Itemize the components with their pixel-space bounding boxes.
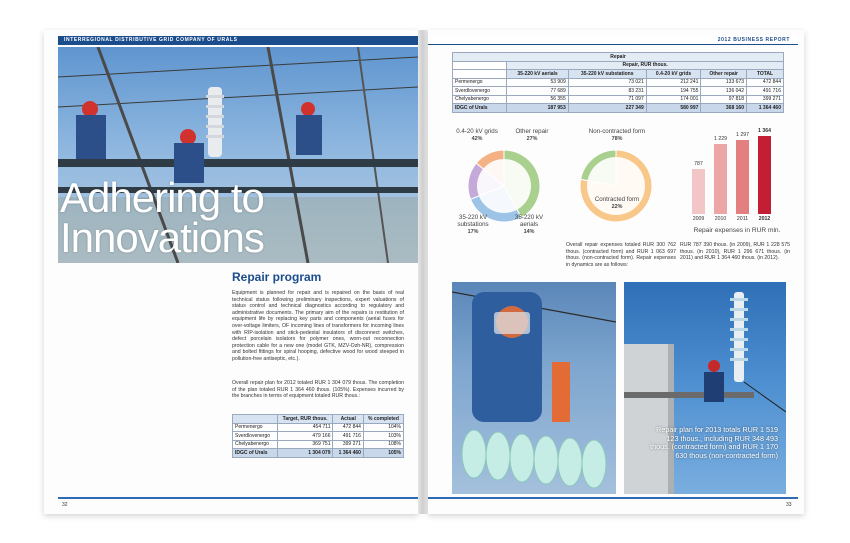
table-cell: 103% [363,432,403,441]
photo-pole-illustration [624,282,786,494]
photo-worker-illustration [452,282,616,494]
table-title-row [453,53,784,62]
hero-title-line1: Adhering to [60,174,264,221]
page-number-left: 32 [62,502,68,508]
table-header: Target, RUR thous. [277,415,333,424]
table-cell: Sverdlovenergo [233,432,278,441]
table-header-row [453,70,784,79]
table-cell: 369 751 [277,440,333,449]
table-cell: 368 160 [701,104,747,113]
table-cell: 104% [363,423,403,432]
hero-title [60,174,264,261]
table-cell: 1 364 460 [746,104,783,113]
table-cell: Chelyabenergo [233,440,278,449]
pie1-label-other-name: Other repair [515,128,549,135]
body-paragraph-1: Equipment is planned for repair and is repaired on the basis of real technical status following preliminary inspections, expert valuations of status control and technical diagnostics according to regulatory and administrative documents. The primary aim of the repairs is restitution of equipment life by replacing key parts and components (aerial fuses for over-voltage limiters, OF incoming lines of transformers for incoming lines with RIP-isolation and stick-pedestal insulators of disconnect switches, defect porcelain isolators for polymer ones, worn-out reconnection protection cable for a new one (model GTK, MZV-Ozh-NR), compression and bolted fittings for spiral hooping, defective wood for wood steeped in pollution-free antiseptic, etc.). [232,290,404,362]
bar-category-label: 2011 [736,216,749,222]
table-header: 0.4-20 kV grids [646,70,701,79]
table-header: 35-220 kV substations [568,70,646,79]
table-cell: 472 844 [746,78,783,87]
table-header: 35-220 kV aerials [507,70,568,79]
table-cell: 491 716 [333,432,363,441]
table-cell: 194 755 [646,87,701,96]
table-subtitle-row [453,61,784,70]
pie-chart-repair-form [576,146,656,226]
table-cell: 136 042 [701,87,747,96]
pie2-label-noncontracted-pct: 78% [611,136,623,142]
pie2-label-contracted-pct: 22% [611,204,623,210]
pie1-label-substations-pct: 17% [467,229,479,235]
bar-chart-caption: Repair expenses in RUR mln. [693,227,781,234]
table-cell: IDGC of Urals [453,104,507,113]
table-cell: Sverdlovenergo [453,87,507,96]
bar-value-label: 1 297 [736,131,749,138]
table-cell: 212 241 [646,78,701,87]
photo-worker-pole [624,282,786,494]
table-cell: 454 711 [277,423,333,432]
table-cell: 472 844 [333,423,363,432]
bar-value-label: 1 364 [758,128,771,135]
table-cell: 1 364 460 [333,449,363,458]
pie1-label-substations [450,214,496,236]
table-cell: 399 271 [333,440,363,449]
hero-title-line2: Innovations [60,214,264,261]
table-cell: Permenergo [233,423,278,432]
table-cell: 83 231 [568,87,646,96]
table-cell: 479 166 [277,432,333,441]
table-cell: 56 355 [507,95,568,104]
table-cell: 174 001 [646,95,701,104]
book-spine [418,30,428,514]
pie1-label-substations-name: 35-220 kV substations [457,214,489,228]
header-company-name: INTERREGIONAL DISTRIBUTIVE GRID COMPANY OF URALS [64,37,238,43]
table-row [453,87,784,96]
table-subtitle: Repair, RUR thous. [507,61,784,70]
table-header: Actual [333,415,363,424]
table-header: % completed [363,415,403,424]
table-row [233,423,404,432]
bar-2009 [692,169,705,214]
table-total-row [233,449,404,458]
page-number-right: 33 [786,502,792,508]
header-report-title: 2012 BUSINESS REPORT [717,37,790,43]
pie1-label-other-pct: 27% [526,136,538,142]
header-bar-left [58,36,418,45]
pie1-label-grids-pct: 42% [471,136,483,142]
table-header-row [233,415,404,424]
table-row [453,78,784,87]
table-cell: 71 097 [568,95,646,104]
pie-center-hole [477,159,531,213]
table-cell: 77 689 [507,87,568,96]
repair-plan-table [232,414,404,458]
repair-breakdown-table [452,52,784,113]
bar-chart-repair-expenses [682,128,792,232]
pie2-label-noncontracted-name: Non-contracted form [588,128,646,135]
pie1-label-grids-name: 0.4-20 kV grids [456,128,498,135]
bar-2012 [758,136,771,214]
bar-category-label: 2009 [692,216,705,222]
body-paragraph-2: Overall repair plan for 2012 totaled RUR 1 304 079 thous. The completion of the plan totaled RUR 1 364 460 thous. (105%). Expenses incurred by the branches in terms of equipment totaled RUR thous.: [232,380,404,400]
table-cell: 133 673 [701,78,747,87]
table-cell: 399 271 [746,95,783,104]
bar-category-label: 2010 [714,216,727,222]
pie1-label-grids [452,128,502,143]
photo-caption-repair-plan-2013: Repair plan for 2013 totals RUR 1 519 123 thous., including RUR 348 493 thous. (contracted form) and RUR 1 170 630 thous (non-contracted form) [650,425,778,460]
bar-2010 [714,144,727,214]
header-bar-right [428,36,798,45]
table-title: Repair [453,53,784,62]
table-row [453,95,784,104]
table-cell: 1 304 079 [277,449,333,458]
pie1-label-aerials [508,214,550,236]
section-title-repair-program: Repair program [232,270,322,284]
bar-2011 [736,140,749,214]
table-row [233,440,404,449]
table-cell: 580 997 [646,104,701,113]
pie1-label-aerials-pct: 14% [523,229,535,235]
table-header: Other repair [701,70,747,79]
table-cell: 227 349 [568,104,646,113]
table-total-row [453,104,784,113]
bar-category-label: 2012 [758,216,771,222]
pie1-label-other [510,128,554,143]
photo-worker-insulators [452,282,616,494]
table-header: TOTAL [746,70,783,79]
table-cell: IDGC of Urals [233,449,278,458]
pie2-label-contracted-name: Contracted form [594,196,640,203]
table-cell: 187 953 [507,104,568,113]
body-text-col1: Overall repair expenses totaled RUR 300 762 thous. (contracted form) and RUR 1 063 697 thous. (non-contracted form). Repair expenses in dynamics are as follows: [566,242,676,268]
table-row [233,432,404,441]
table-cell: 97 818 [701,95,747,104]
bar-value-label: 787 [694,161,703,168]
table-cell: 73 021 [568,78,646,87]
table-cell: 105% [363,449,403,458]
table-cell: Chelyabenergo [453,95,507,104]
pie2-label-contracted [578,196,656,211]
table-cell: 108% [363,440,403,449]
table-cell: Permenergo [453,78,507,87]
footer-line-right [428,497,798,499]
table-header [233,415,278,424]
table-cell: 491 716 [746,87,783,96]
body-text-col2: RUR 787 390 thous. (in 2009), RUR 1 228 575 thous. (in 2010), RUR 1 296 671 thous. (in 2011) and RUR 1 364 460 thous. (in 2012). [680,242,790,262]
footer-line-left [58,497,418,499]
pie2-label-noncontracted [578,128,656,143]
pie1-label-aerials-name: 35-220 kV aerials [514,214,544,228]
bar-value-label: 1 229 [714,135,727,142]
table-cell: 53 909 [507,78,568,87]
